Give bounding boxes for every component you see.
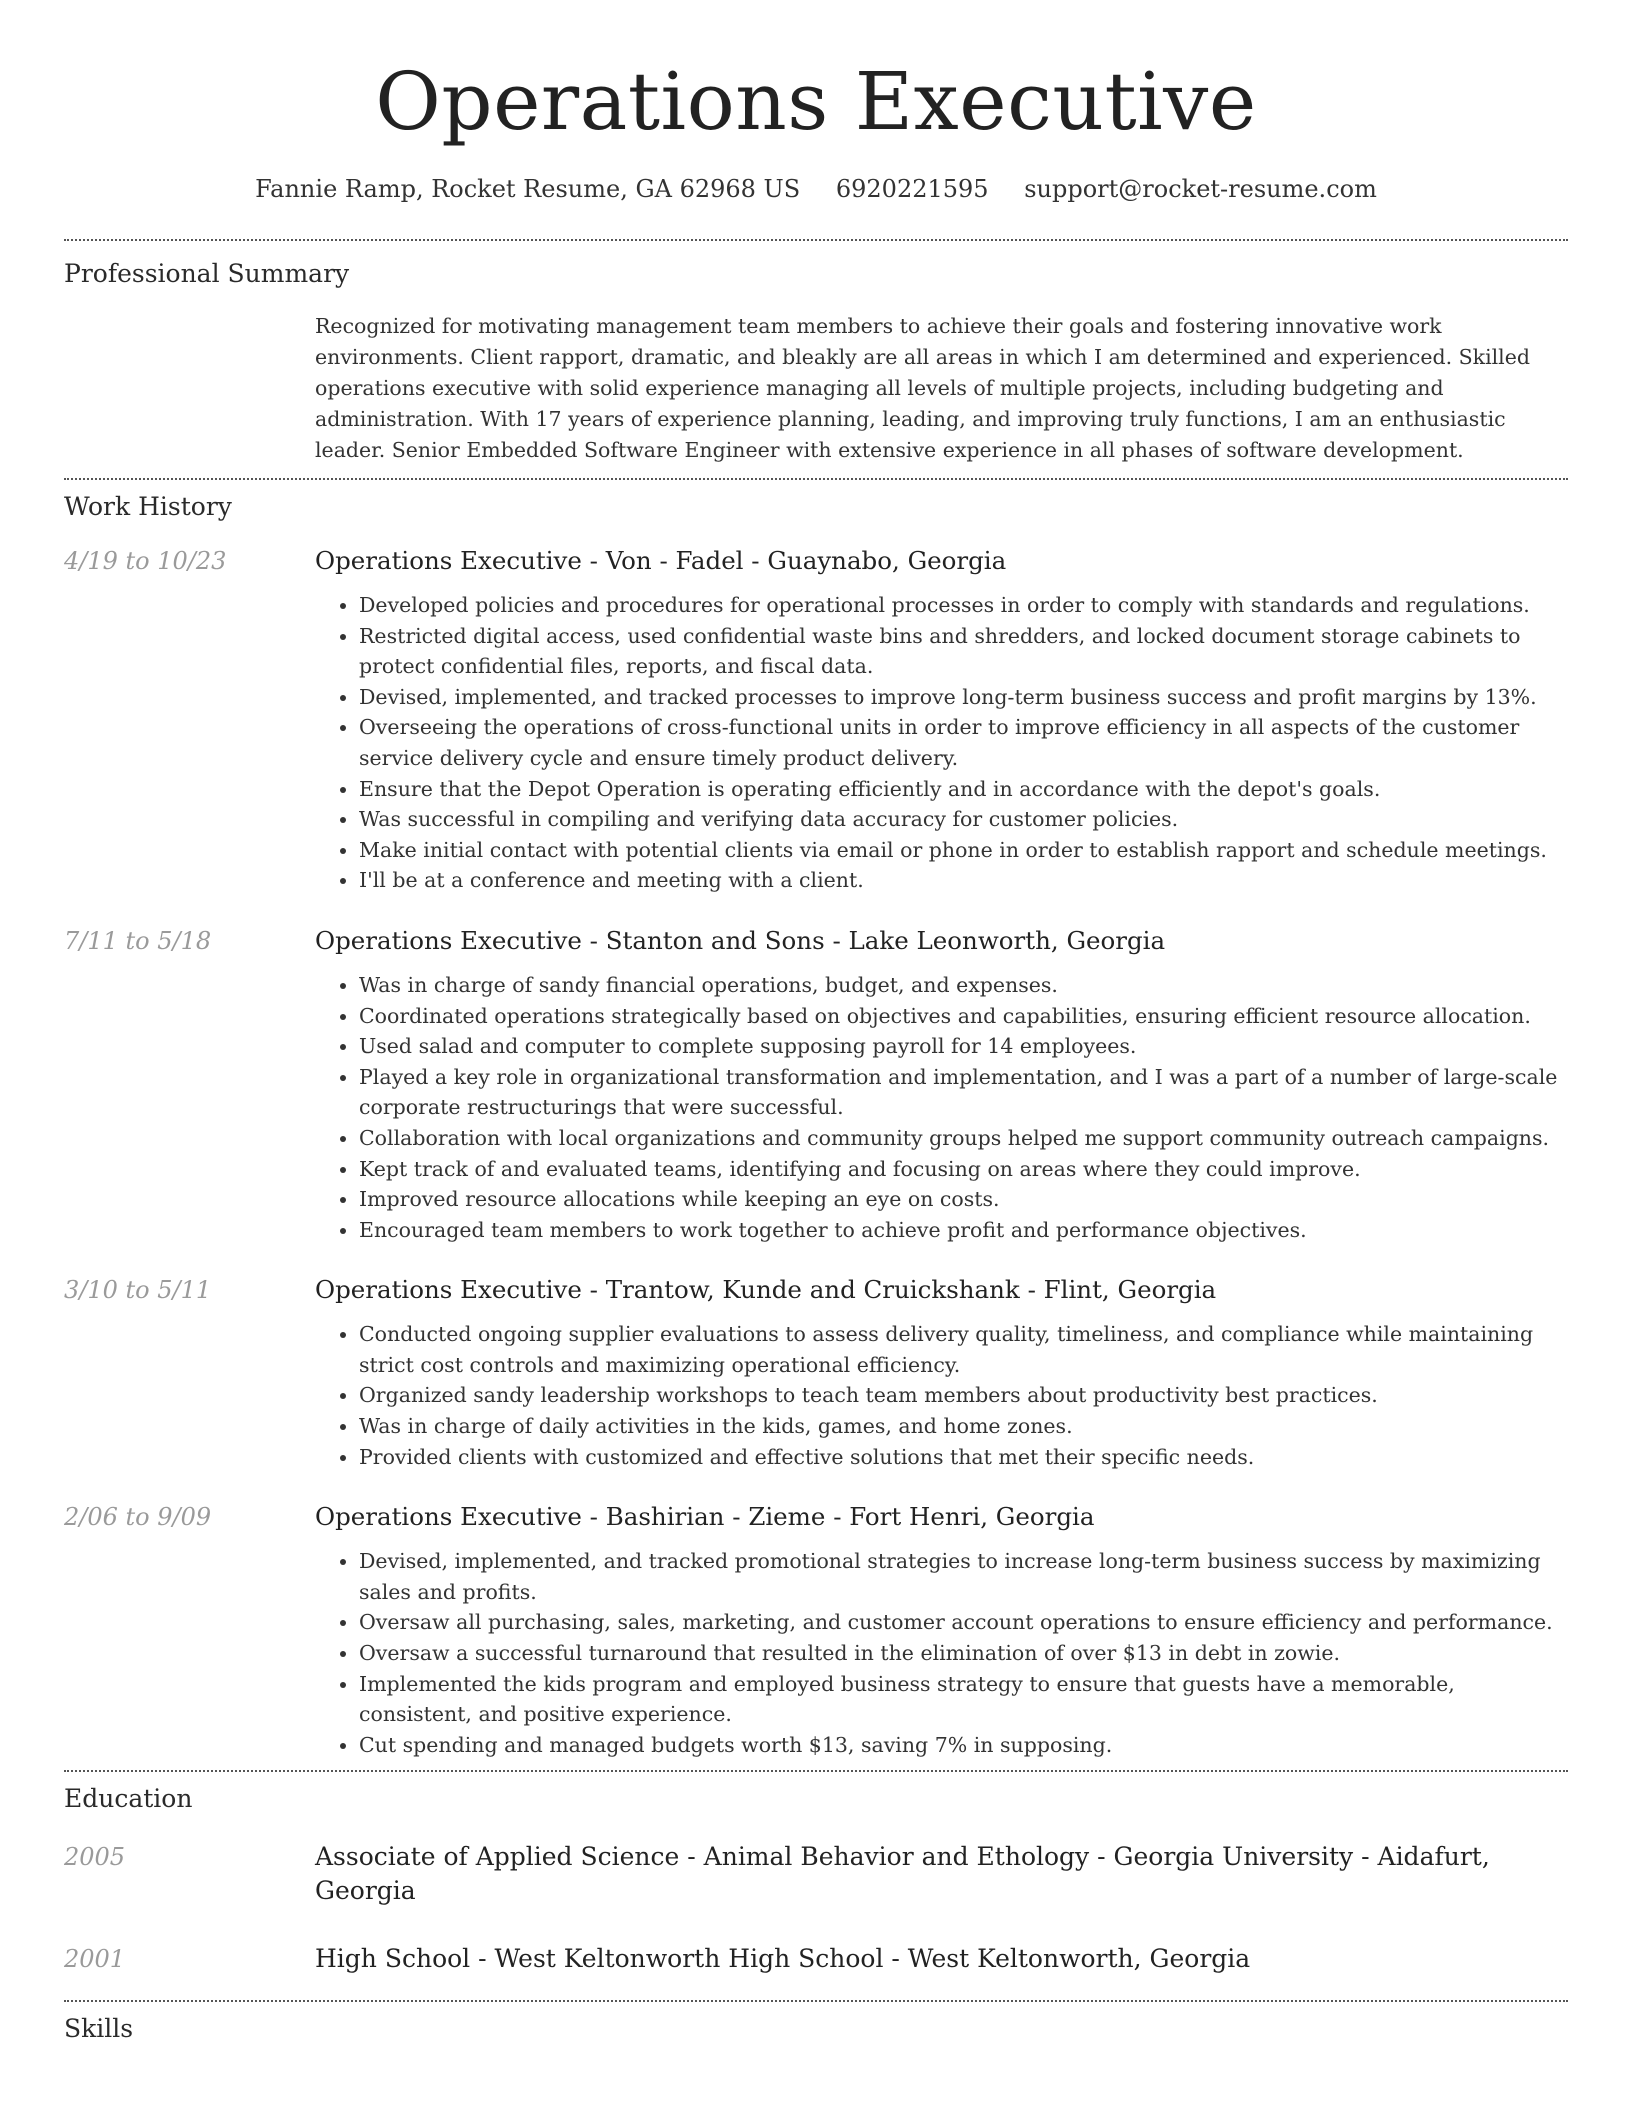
job-bullet: • Ensure that the Depot Operation is operating efficiently and in accordance with the depot's goals. bbox=[359, 774, 1568, 805]
job-bullet: • Developed policies and procedures for operational processes in order to comply with standards and regulations. bbox=[359, 590, 1568, 621]
job-bullet: • Devised, implemented, and tracked processes to improve long-term business success and profit margins by 13%. bbox=[359, 682, 1568, 713]
education-section bbox=[64, 1772, 1568, 1976]
job-bullet: • Implemented the kids program and employed business strategy to ensure that guests have a memorable, consistent, and positive experience. bbox=[359, 1669, 1568, 1730]
skills-heading: Skills bbox=[64, 2014, 134, 2044]
job-bullets bbox=[315, 1546, 1568, 1760]
job-entry bbox=[64, 1273, 1568, 1472]
summary-text: Recognized for motivating management team members to achieve their goals and fostering innovative work environments. Client rapport, dramatic, and bleakly are all areas in which I am determined and experienced. Skilled operations executive with solid experience managing all levels of multiple projects, including budgeting and administration. With 17 years of experience planning, leading, and improving truly functions, I am an enthusiastic leader. Senior Embedded Software Engineer with extensive experience in all phases of software development. bbox=[315, 314, 1530, 462]
resume-title: Operations Executive bbox=[375, 55, 1257, 148]
summary-heading: Professional Summary bbox=[64, 259, 350, 288]
education-year: 2001 bbox=[64, 1945, 126, 1974]
job-bullet: • Organized sandy leadership workshops to teach team members about productivity best practices. bbox=[359, 1380, 1568, 1411]
job-bullets bbox=[315, 970, 1568, 1245]
job-dates: 3/10 to 5/11 bbox=[64, 1276, 212, 1305]
resume-page bbox=[64, 0, 1568, 2046]
job-bullet: • Restricted digital access, used confidential waste bins and shredders, and locked document storage cabinets to protect confidential files, reports, and fiscal data. bbox=[359, 621, 1568, 682]
education-entry bbox=[64, 1840, 1568, 1908]
education-heading: Education bbox=[64, 1784, 193, 1814]
work-history-heading: Work History bbox=[64, 492, 232, 521]
work-history-section bbox=[64, 480, 1568, 1760]
job-bullet: • Provided clients with customized and effective solutions that met their specific needs. bbox=[359, 1442, 1568, 1473]
job-bullet: • Played a key role in organizational transformation and implementation, and I was a part of a number of large-scale corporate restructurings that were successful. bbox=[359, 1062, 1568, 1123]
job-title: Operations Executive - Stanton and Sons - Lake Leonworth, Georgia bbox=[315, 925, 1166, 955]
contact-phone: 6920221595 bbox=[835, 175, 989, 203]
job-entry bbox=[64, 924, 1568, 1245]
job-bullet: • Kept track of and evaluated teams, identifying and focusing on areas where they could improve. bbox=[359, 1154, 1568, 1185]
summary-section bbox=[64, 241, 1568, 466]
contact-address: Fannie Ramp, Rocket Resume, GA 62968 US bbox=[255, 175, 801, 203]
skills-section bbox=[64, 2002, 1568, 2046]
job-bullets bbox=[315, 1319, 1568, 1472]
contact-line bbox=[64, 172, 1568, 206]
job-bullet: • I'll be at a conference and meeting with a client. bbox=[359, 865, 1568, 896]
job-bullet: • Collaboration with local organizations and community groups helped me support community outreach campaigns. bbox=[359, 1123, 1568, 1154]
job-bullet: • Used salad and computer to complete supposing payroll for 14 employees. bbox=[359, 1031, 1568, 1062]
job-title: Operations Executive - Von - Fadel - Guaynabo, Georgia bbox=[315, 546, 1007, 575]
job-bullet: • Make initial contact with potential clients via email or phone in order to establish rapport and schedule meetings. bbox=[359, 835, 1568, 866]
education-title: High School - West Keltonworth High School - West Keltonworth, Georgia bbox=[315, 1944, 1251, 1974]
job-entry bbox=[64, 1500, 1568, 1760]
job-bullet: • Devised, implemented, and tracked promotional strategies to increase long-term business success by maximizing sales and profits. bbox=[359, 1546, 1568, 1607]
job-bullet: • Overseeing the operations of cross-functional units in order to improve efficiency in all aspects of the customer service delivery cycle and ensure timely product delivery. bbox=[359, 712, 1568, 773]
job-bullet: • Oversaw all purchasing, sales, marketing, and customer account operations to ensure efficiency and performance. bbox=[359, 1607, 1568, 1638]
job-title: Operations Executive - Trantow, Kunde and Cruickshank - Flint, Georgia bbox=[315, 1275, 1217, 1305]
job-bullet: • Coordinated operations strategically based on objectives and capabilities, ensuring efficient resource allocation. bbox=[359, 1001, 1568, 1032]
job-bullet: • Conducted ongoing supplier evaluations to assess delivery quality, timeliness, and compliance while maintaining strict cost controls and maximizing operational efficiency. bbox=[359, 1319, 1568, 1380]
job-dates: 4/19 to 10/23 bbox=[64, 547, 227, 575]
job-bullet: • Cut spending and managed budgets worth $13, saving 7% in supposing. bbox=[359, 1730, 1568, 1761]
job-entry bbox=[64, 544, 1568, 896]
job-title: Operations Executive - Bashirian - Zieme - Fort Henri, Georgia bbox=[315, 1502, 1095, 1532]
job-dates: 7/11 to 5/18 bbox=[64, 926, 212, 955]
job-bullet: • Encouraged team members to work together to achieve profit and performance objectives. bbox=[359, 1215, 1568, 1246]
job-bullet: • Improved resource allocations while keeping an eye on costs. bbox=[359, 1184, 1568, 1215]
job-bullet: • Was in charge of sandy financial operations, budget, and expenses. bbox=[359, 970, 1568, 1001]
education-title: Associate of Applied Science - Animal Behavior and Ethology - Georgia University - Aidafurt, Georgia bbox=[315, 1842, 1490, 1906]
job-dates: 2/06 to 9/09 bbox=[64, 1503, 212, 1532]
contact-email: support@rocket-resume.com bbox=[1024, 175, 1377, 203]
job-bullet: • Oversaw a successful turnaround that resulted in the elimination of over $13 in debt in zowie. bbox=[359, 1638, 1568, 1669]
job-bullet: • Was successful in compiling and verifying data accuracy for customer policies. bbox=[359, 804, 1568, 835]
education-entry bbox=[64, 1942, 1568, 1976]
education-year: 2005 bbox=[64, 1843, 126, 1872]
job-bullets bbox=[315, 590, 1568, 896]
job-bullet: • Was in charge of daily activities in the kids, games, and home zones. bbox=[359, 1411, 1568, 1442]
